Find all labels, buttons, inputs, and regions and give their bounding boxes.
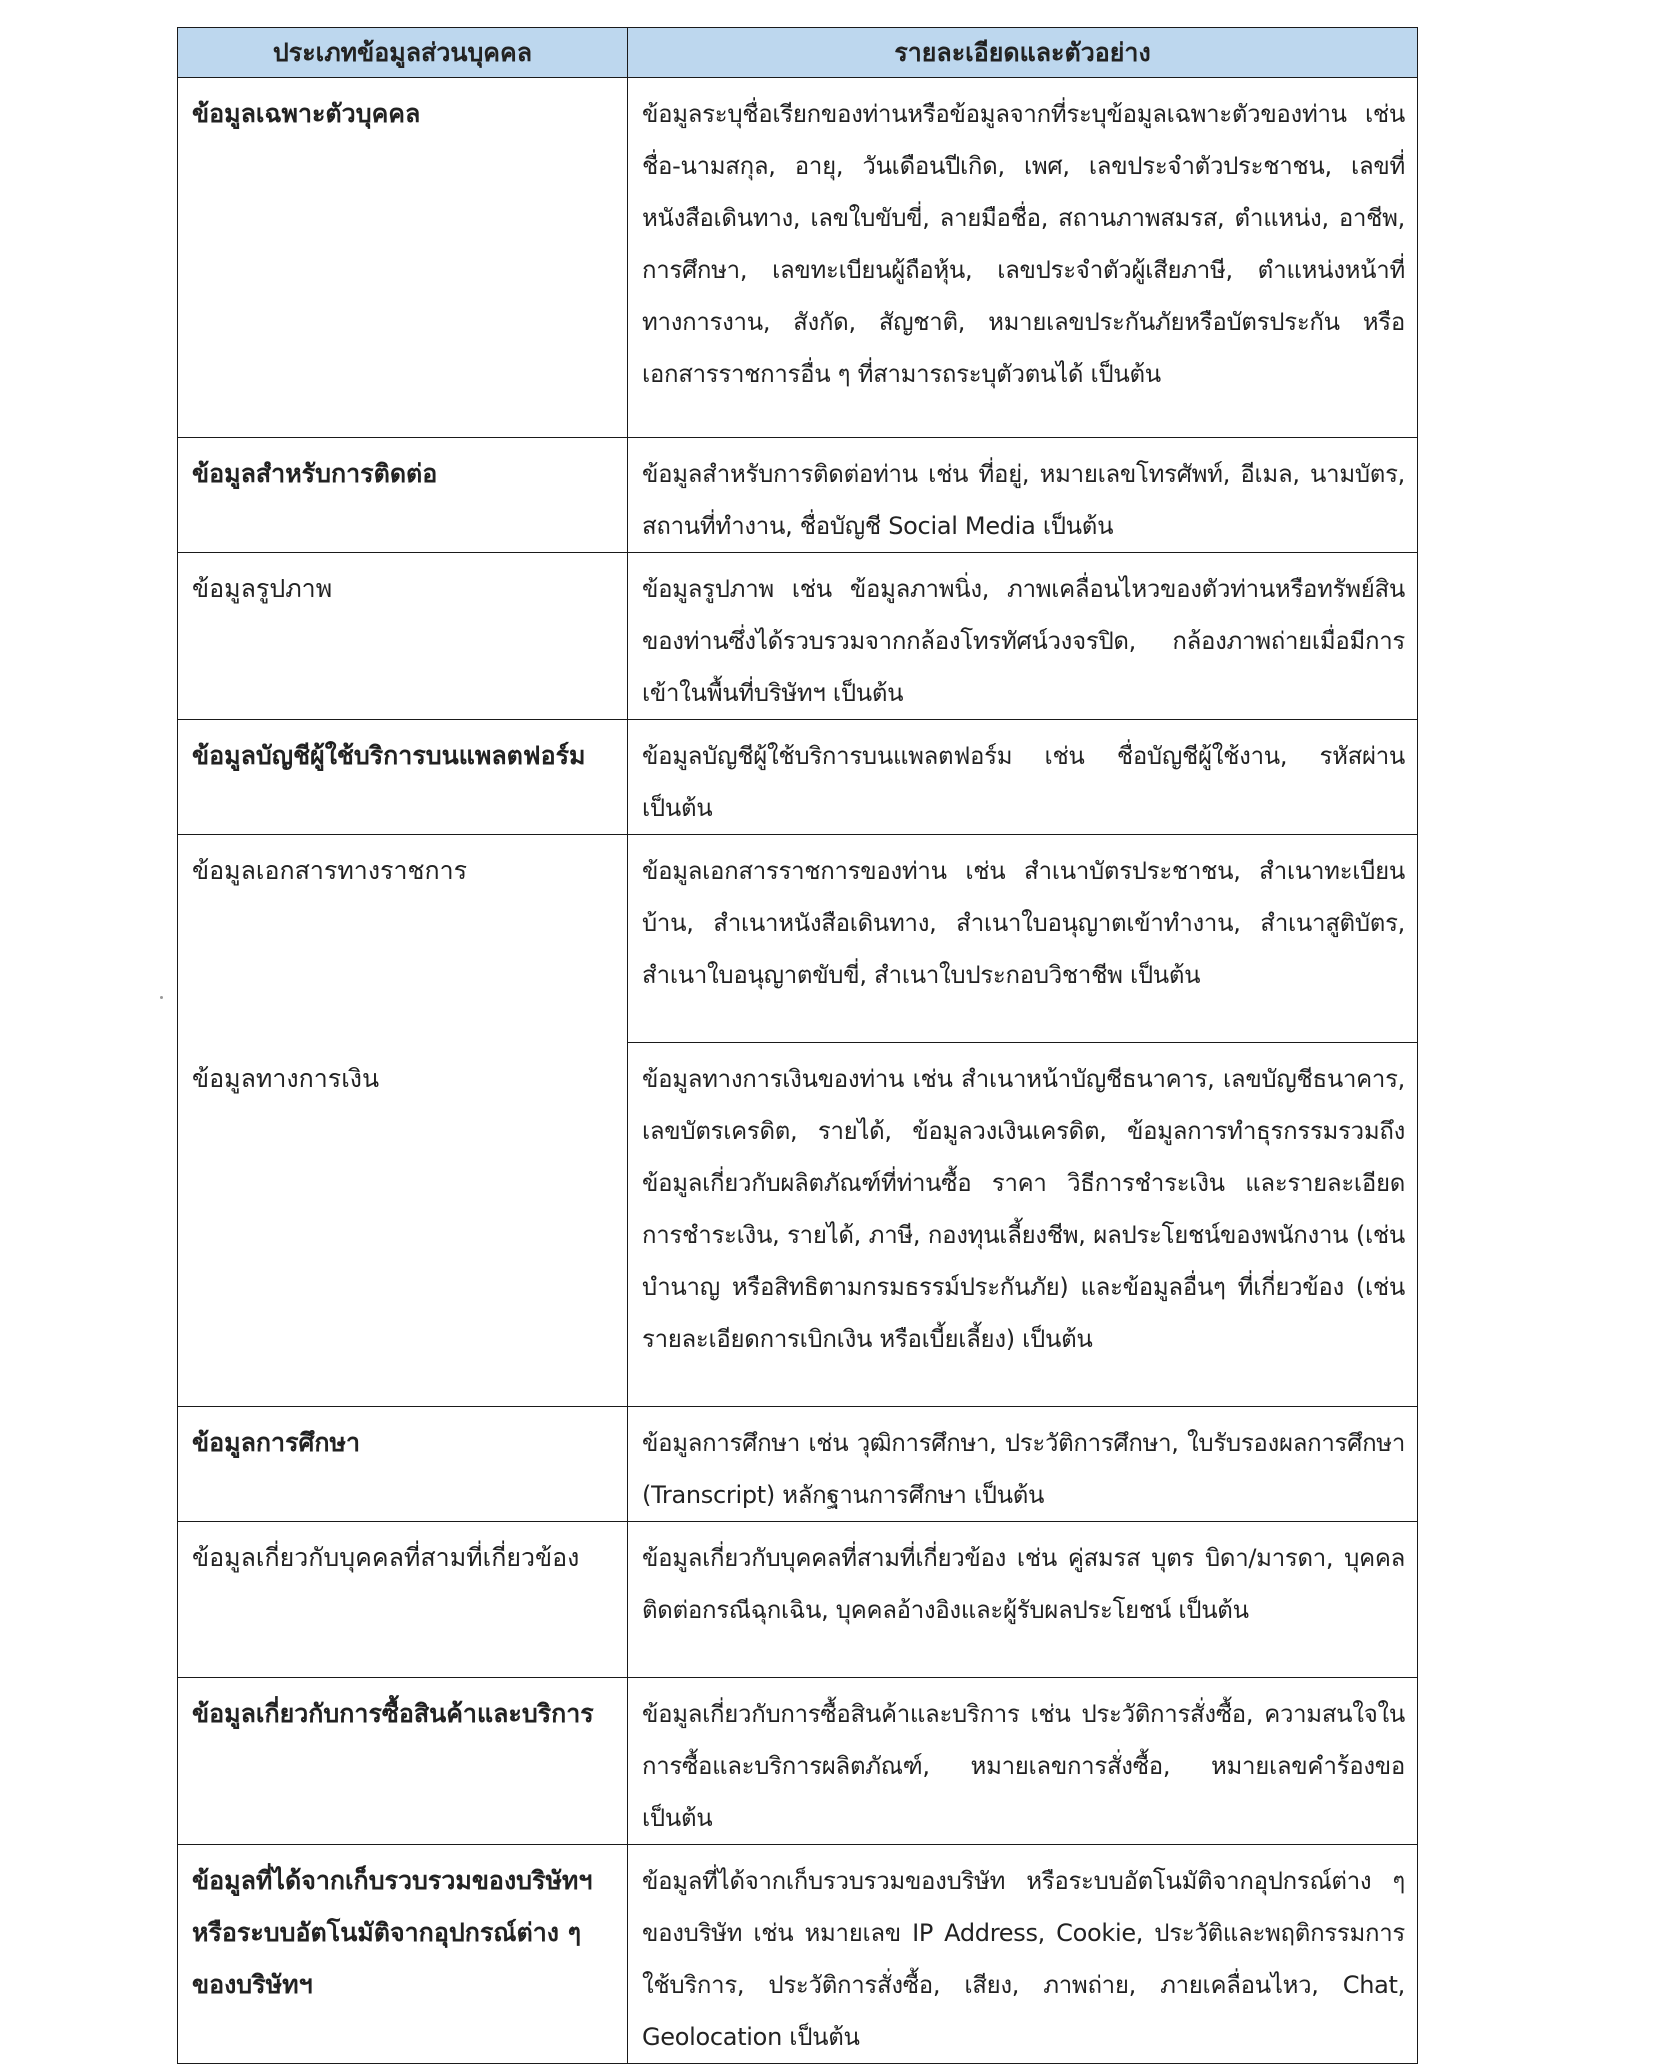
scan-speck [160,996,163,999]
table-row [178,1407,1418,1522]
description-cell: ข้อมูลสำหรับการติดต่อท่าน เช่น ที่อยู่, หมายเลขโทรศัพท์, อีเมล, นามบัตร, สถานที่ทำงาน, ชื่อบัญชี Social Media เป็นต้น [628,438,1418,553]
table-row [178,553,1418,720]
description-cell: ข้อมูลทางการเงินของท่าน เช่น สำเนาหน้าบัญชีธนาคาร, เลขบัญชีธนาคาร, เลขบัตรเครดิต, รายได้, ข้อมูลวงเงินเครดิต, ข้อมูลการทำธุรกรรมรวมถึงข้อมูลเกี่ยวกับผลิตภัณฑ์ที่ท่านซื้อ ราคา วิธีการชำระเงิน และรายละเอียดการชำระเงิน, รายได้, ภาษี, กองทุนเลี้ยงชีพ, ผลประโยชน์ของพนักงาน (เช่น บำนาญ หรือสิทธิตามกรมธรรม์ประกันภัย) และข้อมูลอื่นๆ ที่เกี่ยวข้อง (เช่น รายละเอียดการเบิกเงิน หรือเบี้ยเลี้ยง) เป็นต้น [628,1043,1418,1407]
table-row [178,1043,1418,1407]
data-type-cell: ข้อมูลสำหรับการติดต่อ [178,438,628,553]
data-type-cell: ข้อมูลเกี่ยวกับการซื้อสินค้าและบริการ [178,1678,628,1845]
description-cell: ข้อมูลเกี่ยวกับบุคคลที่สามที่เกี่ยวข้อง เช่น คู่สมรส บุตร บิดา/มารดา, บุคคลติดต่อกรณีฉุกเฉิน, บุคคลอ้างอิงและผู้รับผลประโยชน์ เป็นต้น [628,1522,1418,1678]
data-type-cell: ข้อมูลรูปภาพ [178,553,628,720]
data-type-cell: ข้อมูลบัญชีผู้ใช้บริการบนแพลตฟอร์ม [178,720,628,835]
data-type-cell: ข้อมูลเอกสารทางราชการ [178,835,628,1043]
table-header-row [178,28,1418,78]
description-cell: ข้อมูลเกี่ยวกับการซื้อสินค้าและบริการ เช่น ประวัติการสั่งซื้อ, ความสนใจในการซื้อและบริการผลิตภัณฑ์, หมายเลขการสั่งซื้อ, หมายเลขคำร้องขอ เป็นต้น [628,1678,1418,1845]
table-row [178,835,1418,1043]
description-cell: ข้อมูลรูปภาพ เช่น ข้อมูลภาพนิ่ง, ภาพเคลื่อนไหวของตัวท่านหรือทรัพย์สินของท่านซึ่งได้รวบรวมจากกล้องโทรทัศน์วงจรปิด, กล้องภาพถ่ายเมื่อมีการเข้าในพื้นที่บริษัทฯ เป็นต้น [628,553,1418,720]
description-cell: ข้อมูลเอกสารราชการของท่าน เช่น สำเนาบัตรประชาชน, สำเนาทะเบียนบ้าน, สำเนาหนังสือเดินทาง, สำเนาใบอนุญาตเข้าทำงาน, สำเนาสูติบัตร, สำเนาใบอนุญาตขับขี่, สำเนาใบประกอบวิชาชีพ เป็นต้น [628,835,1418,1043]
header-data-type: ประเภทข้อมูลส่วนบุคคล [178,28,628,78]
data-type-cell: ข้อมูลเฉพาะตัวบุคคล [178,78,628,438]
table-row [178,1678,1418,1845]
data-type-cell: ข้อมูลทางการเงิน [178,1043,628,1407]
description-cell: ข้อมูลที่ได้จากเก็บรวบรวมของบริษัท หรือระบบอัตโนมัติจากอุปกรณ์ต่าง ๆ ของบริษัท เช่น หมายเลข IP Address, Cookie, ประวัติและพฤติกรรมการใช้บริการ, ประวัติการสั่งซื้อ, เสียง, ภาพถ่าย, ภายเคลื่อนไหว, Chat, Geolocation เป็นต้น [628,1845,1418,2064]
data-type-cell: ข้อมูลการศึกษา [178,1407,628,1522]
personal-data-table [177,27,1418,2064]
table-row [178,720,1418,835]
table-row [178,1522,1418,1678]
table-row [178,438,1418,553]
description-cell: ข้อมูลการศึกษา เช่น วุฒิการศึกษา, ประวัติการศึกษา, ใบรับรองผลการศึกษา (Transcript) หลักฐานการศึกษา เป็นต้น [628,1407,1418,1522]
data-type-cell: ข้อมูลเกี่ยวกับบุคคลที่สามที่เกี่ยวข้อง [178,1522,628,1678]
description-cell: ข้อมูลระบุชื่อเรียกของท่านหรือข้อมูลจากที่ระบุข้อมูลเฉพาะตัวของท่าน เช่น ชื่อ-นามสกุล, อายุ, วันเดือนปีเกิด, เพศ, เลขประจำตัวประชาชน, เลขที่หนังสือเดินทาง, เลขใบขับขี่, ลายมือชื่อ, สถานภาพสมรส, ตำแหน่ง, อาชีพ, การศึกษา, เลขทะเบียนผู้ถือหุ้น, เลขประจำตัวผู้เสียภาษี, ตำแหน่งหน้าที่ทางการงาน, สังกัด, สัญชาติ, หมายเลขประกันภัยหรือบัตรประกัน หรือเอกสารราชการอื่น ๆ ที่สามารถระบุตัวตนได้ เป็นต้น [628,78,1418,438]
table-row [178,1845,1418,2064]
header-description: รายละเอียดและตัวอย่าง [628,28,1418,78]
description-cell: ข้อมูลบัญชีผู้ใช้บริการบนแพลตฟอร์ม เช่น ชื่อบัญชีผู้ใช้งาน, รหัสผ่าน เป็นต้น [628,720,1418,835]
data-type-cell: ข้อมูลที่ได้จากเก็บรวบรวมของบริษัทฯ หรือระบบอัตโนมัติจากอุปกรณ์ต่าง ๆ ของบริษัทฯ [178,1845,628,2064]
table-row [178,78,1418,438]
